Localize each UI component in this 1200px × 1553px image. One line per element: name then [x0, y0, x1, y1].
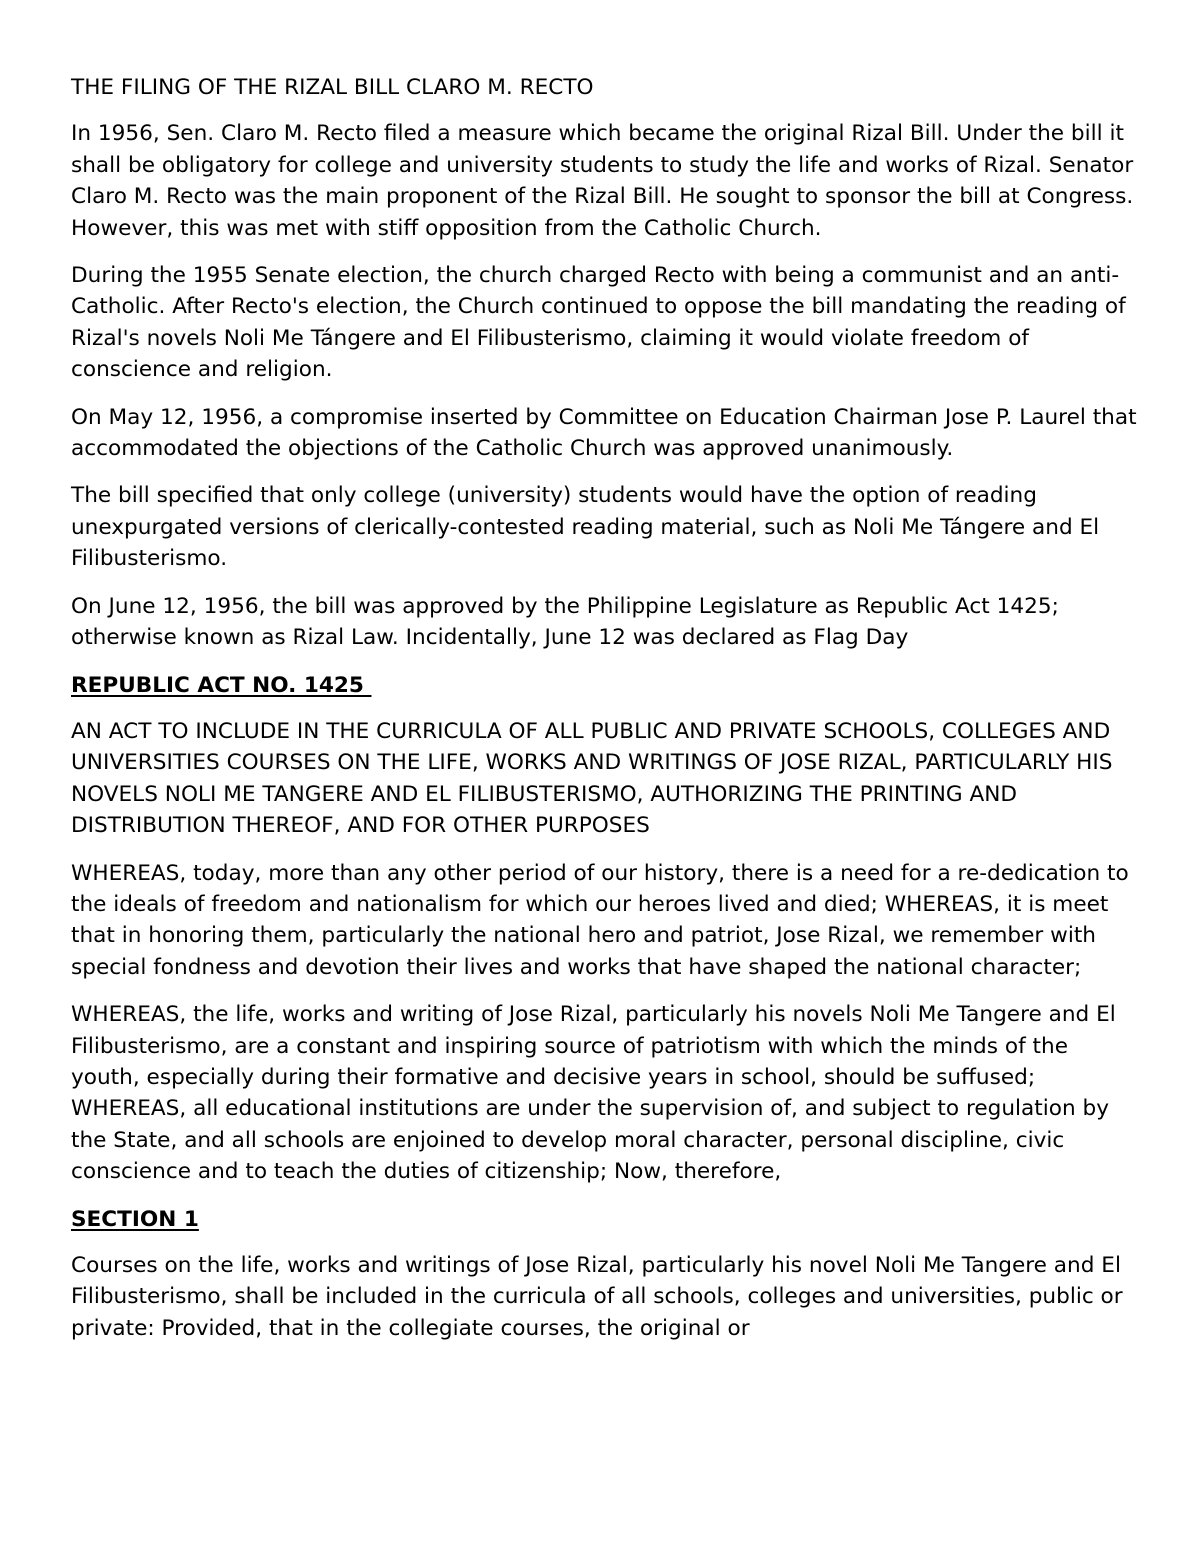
document-page — [71, 72, 1141, 1360]
paragraph-approval: On June 12, 1956, the bill was approved by the Philippine Legislature as Republic Act 1425; otherwise known as Rizal Law. Incidentally, June 12 was declared as Flag Day — [71, 593, 1059, 651]
paragraph-recto-filing: In 1956, Sen. Claro M. Recto filed a measure which became the original Rizal Bill. Under the bill it shall be obligatory for college and university students to study the life and works of Rizal. Senator Claro M. Recto was the main proponent of the Rizal Bill. He sought to sponsor the bill at Congress. However, this was met with stiff opposition from the Catholic Church. — [71, 121, 1134, 241]
section-text: Courses on the life, works and writings of Jose Rizal, particularly his novel Noli Me Tangere and El Filibusterismo, shall be included in the curricula of all schools, colleges and universities, public or private: Provided, that in the collegiate courses, the original or — [71, 1253, 1123, 1341]
section-heading: SECTION 1 — [71, 1206, 199, 1232]
paragraph-compromise: On May 12, 1956, a compromise inserted by Committee on Education Chairman Jose P. Laurel that accommodated the objections of the Catholic Church was approved unanimously. — [71, 404, 1137, 462]
paragraph-senate-election: During the 1955 Senate election, the church charged Recto with being a communist and an anti-Catholic. After Recto's election, the Church continued to oppose the bill mandating the reading of Rizal's novels Noli Me Tángere and El Filibusterismo, claiming it would violate freedom of conscience and religion. — [71, 263, 1126, 383]
act-heading: REPUBLIC ACT NO. 1425 — [71, 672, 372, 698]
whereas-paragraph-2: WHEREAS, the life, works and writing of Jose Rizal, particularly his novels Noli Me Tangere and El Filibusterismo, are a constant and inspiring source of patriotism with which the minds of the youth, especially during their formative and decisive years in school, should be suffused; WHEREAS, all educational institutions are under the supervision of, and subject to regulation by the State, and all schools are enjoined to develop moral character, personal discipline, civic conscience and to teach the duties of citizenship; Now, therefore, — [71, 1002, 1116, 1185]
act-title: AN ACT TO INCLUDE IN THE CURRICULA OF ALL PUBLIC AND PRIVATE SCHOOLS, COLLEGES AND UNIVERSITIES COURSES ON THE LIFE, WORKS AND WRITINGS OF JOSE RIZAL, PARTICULARLY HIS NOVELS NOLI ME TANGERE AND EL FILIBUSTERISMO, AUTHORIZING THE PRINTING AND DISTRIBUTION THEREOF, AND FOR OTHER PURPOSES — [71, 718, 1113, 839]
whereas-paragraph-1: WHEREAS, today, more than any other period of our history, there is a need for a re-dedication to the ideals of freedom and nationalism for which our heroes lived and died; WHEREAS, it is meet that in honoring them, particularly the national hero and patriot, Jose Rizal, we remember with special fondness and devotion their lives and works that have shaped the national character; — [71, 860, 1129, 980]
document-title: THE FILING OF THE RIZAL BILL CLARO M. RECTO — [71, 75, 594, 100]
paragraph-bill-specified: The bill specified that only college (university) students would have the option of reading unexpurgated versions of clerically-contested reading material, such as Noli Me Tángere and El Filibusterismo. — [71, 483, 1100, 572]
